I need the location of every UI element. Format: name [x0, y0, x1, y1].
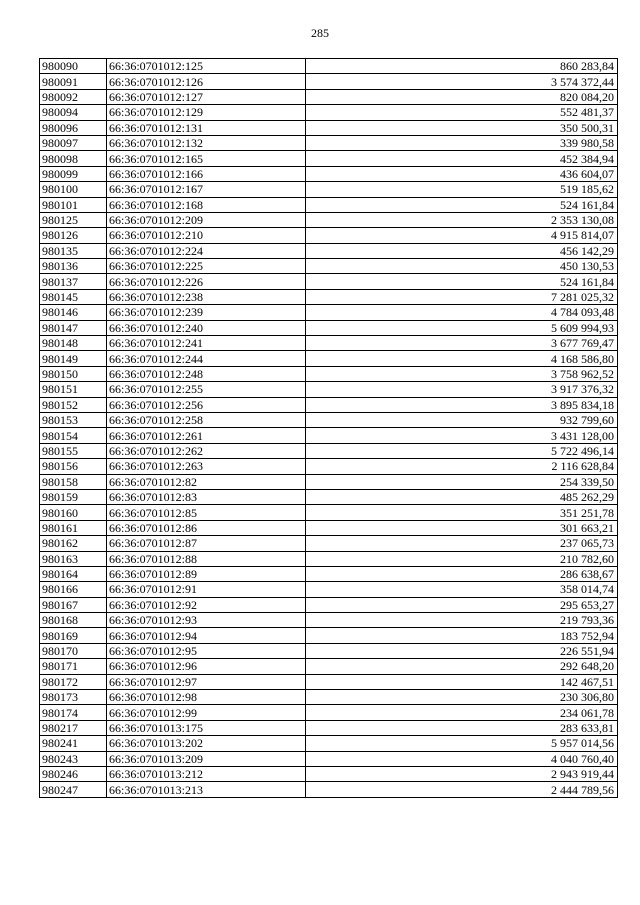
- cadastral-number-cell: 66:36:0701012:127: [107, 89, 306, 104]
- table-row: [40, 274, 618, 289]
- row-id-cell: 980167: [40, 597, 107, 612]
- table-row: [40, 289, 618, 304]
- table-row: [40, 74, 618, 89]
- row-id-cell: 980126: [40, 228, 107, 243]
- row-id-cell: 980153: [40, 412, 107, 427]
- table-row: [40, 59, 618, 74]
- cadastral-number-cell: 66:36:0701013:212: [107, 766, 306, 781]
- cadastral-number-cell: 66:36:0701012:89: [107, 566, 306, 581]
- table-row: [40, 428, 618, 443]
- cadastral-number-cell: 66:36:0701012:239: [107, 305, 306, 320]
- cadastral-number-cell: 66:36:0701012:83: [107, 489, 306, 504]
- table-row: [40, 566, 618, 581]
- amount-cell: 254 339,50: [306, 474, 618, 489]
- amount-cell: 5 957 014,56: [306, 736, 618, 751]
- row-id-cell: 980125: [40, 212, 107, 227]
- cadastral-number-cell: 66:36:0701012:96: [107, 659, 306, 674]
- row-id-cell: 980148: [40, 336, 107, 351]
- cadastral-number-cell: 66:36:0701012:238: [107, 289, 306, 304]
- amount-cell: 5 722 496,14: [306, 443, 618, 458]
- table-row: [40, 474, 618, 489]
- row-id-cell: 980097: [40, 135, 107, 150]
- row-id-cell: 980160: [40, 505, 107, 520]
- table-row: [40, 751, 618, 766]
- cadastral-number-cell: 66:36:0701012:88: [107, 551, 306, 566]
- amount-cell: 234 061,78: [306, 705, 618, 720]
- amount-cell: 339 980,58: [306, 135, 618, 150]
- table-row: [40, 443, 618, 458]
- amount-cell: 436 604,07: [306, 166, 618, 181]
- cadastral-number-cell: 66:36:0701012:94: [107, 628, 306, 643]
- cadastral-number-cell: 66:36:0701012:167: [107, 182, 306, 197]
- row-id-cell: 980149: [40, 351, 107, 366]
- row-id-cell: 980171: [40, 659, 107, 674]
- row-id-cell: 980147: [40, 320, 107, 335]
- cadastral-number-cell: 66:36:0701012:166: [107, 166, 306, 181]
- table-row: [40, 659, 618, 674]
- cadastral-number-cell: 66:36:0701012:209: [107, 212, 306, 227]
- table-row: [40, 628, 618, 643]
- amount-cell: 519 185,62: [306, 182, 618, 197]
- amount-cell: 350 500,31: [306, 120, 618, 135]
- cadastral-number-cell: 66:36:0701012:244: [107, 351, 306, 366]
- cadastral-number-cell: 66:36:0701012:99: [107, 705, 306, 720]
- row-id-cell: 980163: [40, 551, 107, 566]
- row-id-cell: 980137: [40, 274, 107, 289]
- table-row: [40, 320, 618, 335]
- cadastral-number-cell: 66:36:0701012:98: [107, 690, 306, 705]
- table-row: [40, 397, 618, 412]
- table-row: [40, 120, 618, 135]
- row-id-cell: 980161: [40, 520, 107, 535]
- cadastral-number-cell: 66:36:0701012:258: [107, 412, 306, 427]
- table-row: [40, 643, 618, 658]
- table-row: [40, 674, 618, 689]
- amount-cell: 2 116 628,84: [306, 459, 618, 474]
- row-id-cell: 980168: [40, 613, 107, 628]
- table-row: [40, 613, 618, 628]
- cadastral-number-cell: 66:36:0701012:168: [107, 197, 306, 212]
- amount-cell: 219 793,36: [306, 613, 618, 628]
- table-row: [40, 366, 618, 381]
- amount-cell: 485 262,29: [306, 489, 618, 504]
- cadastral-number-cell: 66:36:0701012:85: [107, 505, 306, 520]
- row-id-cell: 980156: [40, 459, 107, 474]
- row-id-cell: 980243: [40, 751, 107, 766]
- table-row: [40, 459, 618, 474]
- cadastral-number-cell: 66:36:0701012:248: [107, 366, 306, 381]
- cadastral-number-cell: 66:36:0701012:91: [107, 582, 306, 597]
- row-id-cell: 980170: [40, 643, 107, 658]
- cadastral-number-cell: 66:36:0701013:209: [107, 751, 306, 766]
- cadastral-number-cell: 66:36:0701012:132: [107, 135, 306, 150]
- amount-cell: 860 283,84: [306, 59, 618, 74]
- row-id-cell: 980098: [40, 151, 107, 166]
- table-row: [40, 243, 618, 258]
- row-id-cell: 980158: [40, 474, 107, 489]
- cadastral-number-cell: 66:36:0701012:226: [107, 274, 306, 289]
- cadastral-number-cell: 66:36:0701012:240: [107, 320, 306, 335]
- row-id-cell: 980101: [40, 197, 107, 212]
- cadastral-number-cell: 66:36:0701012:87: [107, 536, 306, 551]
- table-row: [40, 766, 618, 781]
- row-id-cell: 980241: [40, 736, 107, 751]
- cadastral-number-cell: 66:36:0701012:241: [107, 336, 306, 351]
- table-row: [40, 489, 618, 504]
- row-id-cell: 980146: [40, 305, 107, 320]
- amount-cell: 292 648,20: [306, 659, 618, 674]
- table-row: [40, 505, 618, 520]
- cadastral-number-cell: 66:36:0701012:165: [107, 151, 306, 166]
- cadastral-number-cell: 66:36:0701012:93: [107, 613, 306, 628]
- row-id-cell: 980135: [40, 243, 107, 258]
- table-row: [40, 182, 618, 197]
- amount-cell: 820 084,20: [306, 89, 618, 104]
- row-id-cell: 980154: [40, 428, 107, 443]
- amount-cell: 524 161,84: [306, 274, 618, 289]
- amount-cell: 226 551,94: [306, 643, 618, 658]
- amount-cell: 7 281 025,32: [306, 289, 618, 304]
- amount-cell: 3 677 769,47: [306, 336, 618, 351]
- row-id-cell: 980092: [40, 89, 107, 104]
- row-id-cell: 980172: [40, 674, 107, 689]
- amount-cell: 301 663,21: [306, 520, 618, 535]
- amount-cell: 210 782,60: [306, 551, 618, 566]
- cadastral-number-cell: 66:36:0701012:129: [107, 105, 306, 120]
- table-row: [40, 782, 618, 797]
- table-row: [40, 336, 618, 351]
- table-row: [40, 551, 618, 566]
- cadastral-number-cell: 66:36:0701012:126: [107, 74, 306, 89]
- amount-cell: 142 467,51: [306, 674, 618, 689]
- cadastral-number-cell: 66:36:0701012:97: [107, 674, 306, 689]
- amount-cell: 237 065,73: [306, 536, 618, 551]
- table-row: [40, 151, 618, 166]
- row-id-cell: 980090: [40, 59, 107, 74]
- cadastral-number-cell: 66:36:0701012:82: [107, 474, 306, 489]
- amount-cell: 295 653,27: [306, 597, 618, 612]
- row-id-cell: 980217: [40, 720, 107, 735]
- cadastral-number-cell: 66:36:0701012:224: [107, 243, 306, 258]
- cadastral-number-cell: 66:36:0701012:255: [107, 382, 306, 397]
- row-id-cell: 980166: [40, 582, 107, 597]
- table-row: [40, 351, 618, 366]
- amount-cell: 286 638,67: [306, 566, 618, 581]
- amount-cell: 3 574 372,44: [306, 74, 618, 89]
- row-id-cell: 980162: [40, 536, 107, 551]
- row-id-cell: 980150: [40, 366, 107, 381]
- cadastral-number-cell: 66:36:0701012:263: [107, 459, 306, 474]
- table-row: [40, 736, 618, 751]
- row-id-cell: 980247: [40, 782, 107, 797]
- row-id-cell: 980151: [40, 382, 107, 397]
- row-id-cell: 980155: [40, 443, 107, 458]
- cadastral-number-cell: 66:36:0701012:261: [107, 428, 306, 443]
- table-row: [40, 89, 618, 104]
- row-id-cell: 980159: [40, 489, 107, 504]
- table-row: [40, 536, 618, 551]
- cadastral-number-cell: 66:36:0701012:225: [107, 259, 306, 274]
- row-id-cell: 980169: [40, 628, 107, 643]
- amount-cell: 2 444 789,56: [306, 782, 618, 797]
- amount-cell: 283 633,81: [306, 720, 618, 735]
- amount-cell: 3 895 834,18: [306, 397, 618, 412]
- table-row: [40, 259, 618, 274]
- cadastral-number-cell: 66:36:0701013:213: [107, 782, 306, 797]
- row-id-cell: 980136: [40, 259, 107, 274]
- cadastral-number-cell: 66:36:0701012:95: [107, 643, 306, 658]
- table-row: [40, 105, 618, 120]
- amount-cell: 2 943 919,44: [306, 766, 618, 781]
- amount-cell: 4 040 760,40: [306, 751, 618, 766]
- table-row: [40, 197, 618, 212]
- amount-cell: 2 353 130,08: [306, 212, 618, 227]
- table-row: [40, 720, 618, 735]
- row-id-cell: 980100: [40, 182, 107, 197]
- amount-cell: 5 609 994,93: [306, 320, 618, 335]
- amount-cell: 351 251,78: [306, 505, 618, 520]
- table-row: [40, 597, 618, 612]
- row-id-cell: 980099: [40, 166, 107, 181]
- amount-cell: 3 431 128,00: [306, 428, 618, 443]
- page-number: 285: [311, 26, 329, 40]
- row-id-cell: 980145: [40, 289, 107, 304]
- row-id-cell: 980173: [40, 690, 107, 705]
- cadastral-number-cell: 66:36:0701013:175: [107, 720, 306, 735]
- table-row: [40, 166, 618, 181]
- row-id-cell: 980091: [40, 74, 107, 89]
- row-id-cell: 980246: [40, 766, 107, 781]
- table-row: [40, 382, 618, 397]
- row-id-cell: 980094: [40, 105, 107, 120]
- amount-cell: 452 384,94: [306, 151, 618, 166]
- table-row: [40, 135, 618, 150]
- cadastral-number-cell: 66:36:0701012:86: [107, 520, 306, 535]
- cadastral-number-cell: 66:36:0701013:202: [107, 736, 306, 751]
- table-body: [40, 59, 618, 798]
- amount-cell: 3 917 376,32: [306, 382, 618, 397]
- amount-cell: 4 168 586,80: [306, 351, 618, 366]
- table-row: [40, 228, 618, 243]
- cadastral-number-cell: 66:36:0701012:210: [107, 228, 306, 243]
- amount-cell: 552 481,37: [306, 105, 618, 120]
- cadastral-number-cell: 66:36:0701012:131: [107, 120, 306, 135]
- data-table: [39, 58, 618, 798]
- amount-cell: 4 784 093,48: [306, 305, 618, 320]
- row-id-cell: 980152: [40, 397, 107, 412]
- amount-cell: 358 014,74: [306, 582, 618, 597]
- table-row: [40, 705, 618, 720]
- amount-cell: 4 915 814,07: [306, 228, 618, 243]
- amount-cell: 230 306,80: [306, 690, 618, 705]
- cadastral-number-cell: 66:36:0701012:256: [107, 397, 306, 412]
- cadastral-number-cell: 66:36:0701012:262: [107, 443, 306, 458]
- table-row: [40, 520, 618, 535]
- row-id-cell: 980096: [40, 120, 107, 135]
- table-row: [40, 212, 618, 227]
- table-row: [40, 690, 618, 705]
- amount-cell: 524 161,84: [306, 197, 618, 212]
- amount-cell: 183 752,94: [306, 628, 618, 643]
- table-row: [40, 582, 618, 597]
- amount-cell: 456 142,29: [306, 243, 618, 258]
- table-row: [40, 305, 618, 320]
- amount-cell: 450 130,53: [306, 259, 618, 274]
- row-id-cell: 980174: [40, 705, 107, 720]
- cadastral-number-cell: 66:36:0701012:125: [107, 59, 306, 74]
- cadastral-number-cell: 66:36:0701012:92: [107, 597, 306, 612]
- amount-cell: 3 758 962,52: [306, 366, 618, 381]
- row-id-cell: 980164: [40, 566, 107, 581]
- table-row: [40, 412, 618, 427]
- amount-cell: 932 799,60: [306, 412, 618, 427]
